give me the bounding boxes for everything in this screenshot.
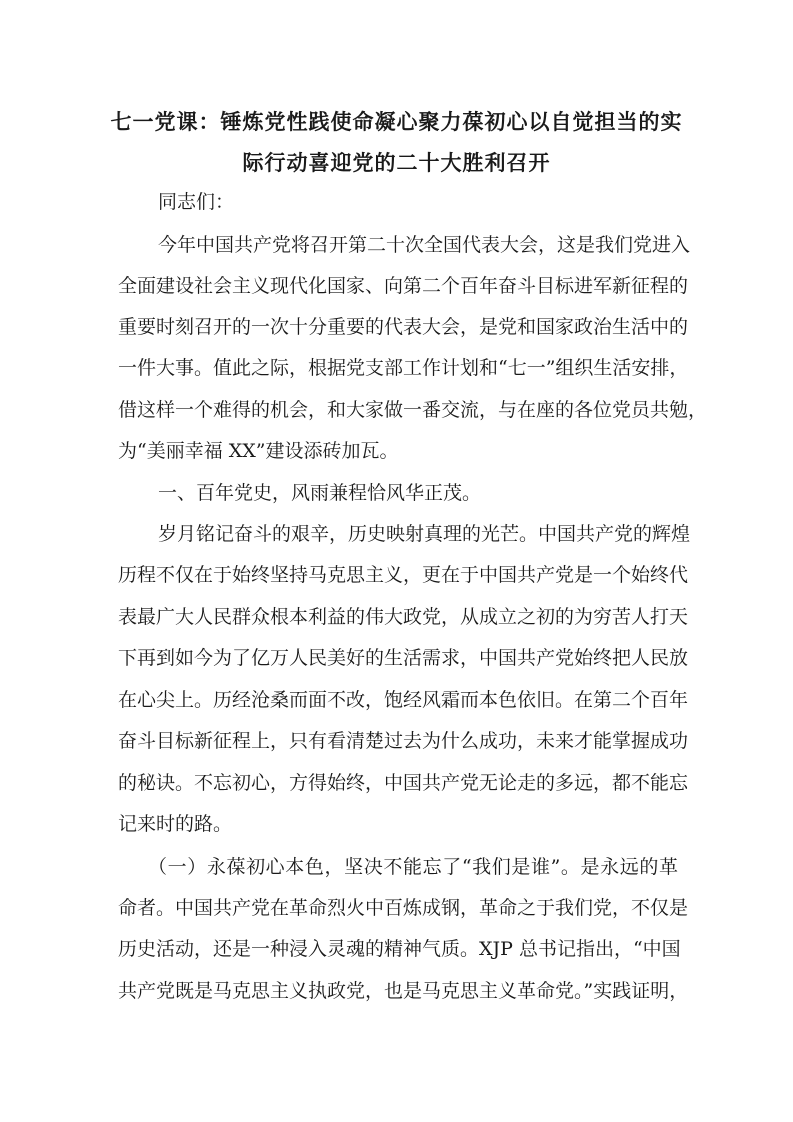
paragraph-line: 一件大事。值此之际，根据党支部工作计划和“七一”组织生活安排， bbox=[118, 357, 689, 379]
paragraph-line: 共产党既是马克思主义执政党，也是马克思主义革命党。”实践证明， bbox=[118, 980, 689, 1002]
subsection-line: （一）永葆初心本色，坚决不能忘了“我们是谁”。是永远的革 bbox=[148, 856, 678, 878]
paragraph-line: 记来时的路。 bbox=[118, 813, 233, 835]
paragraph-line: 今年中国共产党将召开第二十次全国代表大会，这是我们党进入 bbox=[158, 234, 691, 256]
document-title-line-1: 七一党课：锤炼党性践使命凝心聚力葆初心以自觉担当的实 bbox=[110, 110, 683, 134]
paragraph-line: 历史活动，还是一种浸入灵魂的精神气质。XJP 总书记指出，“中国 bbox=[118, 938, 681, 960]
paragraph-line: 的秘诀。不忘初心，方得始终，中国共产党无论走的多远，都不能忘 bbox=[118, 772, 689, 794]
paragraph-line: 重要时刻召开的一次十分重要的代表大会，是党和国家政治生活中的 bbox=[118, 316, 689, 338]
paragraph-line: 岁月铭记奋斗的艰辛，历史映射真理的光芒。中国共产党的辉煌 bbox=[158, 523, 691, 545]
section-heading: 一、百年党史，风雨兼程恰风华正茂。 bbox=[158, 482, 482, 504]
paragraph-line: 全面建设社会主义现代化国家、向第二个百年奋斗目标进军新征程的 bbox=[118, 275, 689, 297]
paragraph-line: 奋斗目标新征程上，只有看清楚过去为什么成功，未来才能掌握成功 bbox=[118, 730, 689, 752]
paragraph-line: 历程不仅在于始终坚持马克思主义，更在于中国共产党是一个始终代 bbox=[118, 564, 689, 586]
paragraph-line: 表最广大人民群众根本利益的伟大政党，从成立之初的为穷苦人打天 bbox=[118, 606, 689, 628]
paragraph-line: 在心尖上。历经沧桑而面不改，饱经风霜而本色依旧。在第二个百年 bbox=[118, 689, 689, 711]
paragraph-line: 下再到如今为了亿万人民美好的生活需求，中国共产党始终把人民放 bbox=[118, 647, 689, 669]
paragraph-line: 命者。中国共产党在革命烈火中百炼成钢，革命之于我们党，不仅是 bbox=[118, 897, 689, 919]
paragraph-line: 为“美丽幸福 XX”建设添砖加瓦。 bbox=[118, 440, 399, 462]
document-title-line-2: 际行动喜迎党的二十大胜利召开 bbox=[242, 151, 551, 175]
paragraph-line: 借这样一个难得的机会，和大家做一番交流，与在座的各位党员共勉， bbox=[118, 399, 708, 421]
salutation: 同志们： bbox=[158, 191, 235, 213]
